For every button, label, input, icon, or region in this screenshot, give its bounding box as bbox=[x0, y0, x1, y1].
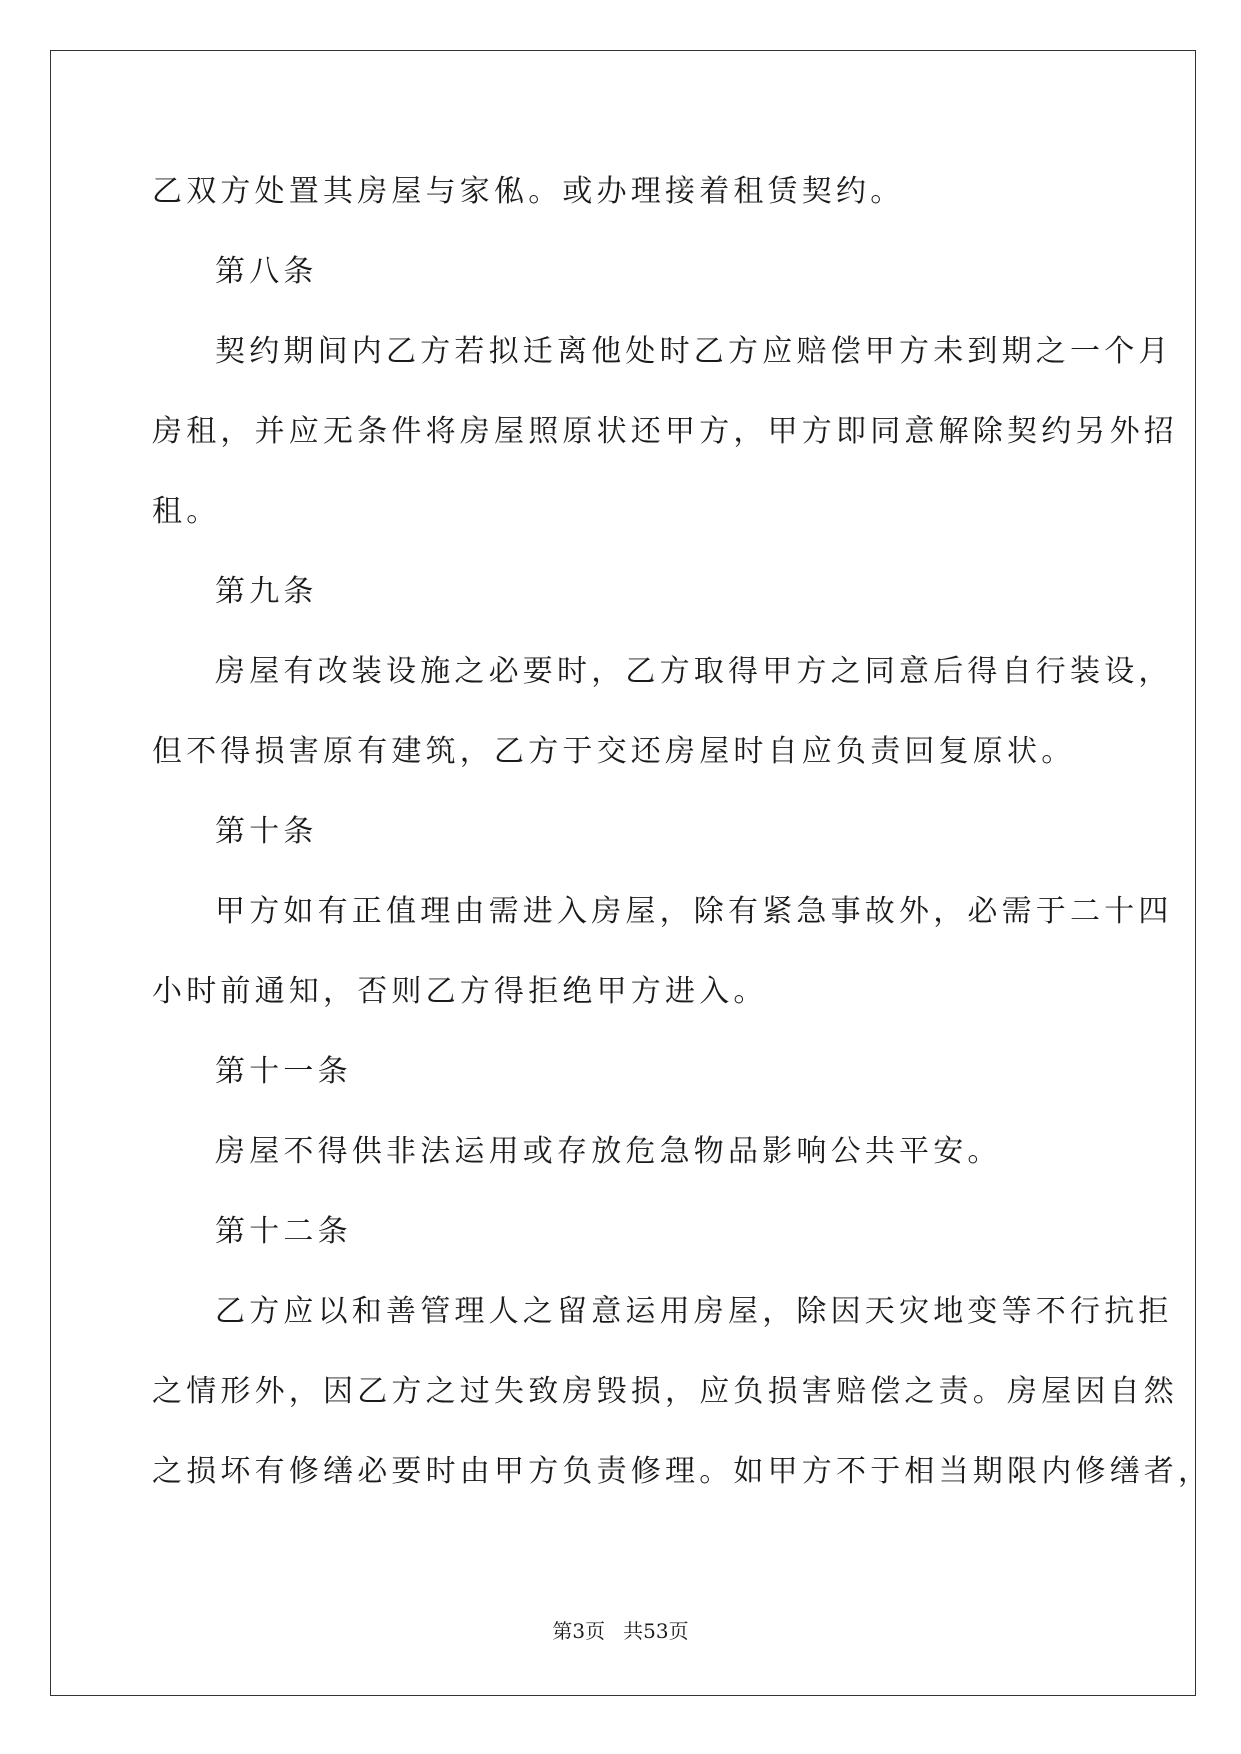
text-line: 契约期间内乙方若拟迁离他处时乙方应赔偿甲方未到期之一个月 bbox=[215, 334, 1173, 369]
article-heading: 第九条 bbox=[215, 574, 318, 609]
text-line: 甲方如有正值理由需进入房屋，除有紧急事故外，必需于二十四 bbox=[215, 894, 1173, 929]
article-heading: 第八条 bbox=[215, 254, 318, 289]
page-border bbox=[50, 50, 1196, 1696]
page-footer bbox=[0, 1618, 1241, 1644]
text-line: 之情形外，因乙方之过失致房毁损，应负损害赔偿之责。房屋因自然 bbox=[152, 1374, 1178, 1409]
article-heading: 第十一条 bbox=[215, 1054, 352, 1089]
text-line: 但不得损害原有建筑，乙方于交还房屋时自应负责回复原状。 bbox=[152, 734, 1076, 769]
article-heading: 第十二条 bbox=[215, 1214, 352, 1249]
text-line: 乙方应以和善管理人之留意运用房屋，除因天灾地变等不行抗拒 bbox=[215, 1294, 1173, 1329]
text-line: 房租，并应无条件将房屋照原状还甲方，甲方即同意解除契约另外招 bbox=[152, 414, 1178, 449]
article-heading: 第十条 bbox=[215, 814, 318, 849]
text-line: 乙双方处置其房屋与家俬。或办理接着租赁契约。 bbox=[152, 174, 905, 209]
page-number: 第3页 bbox=[552, 1619, 606, 1643]
page-total: 共53页 bbox=[623, 1619, 689, 1643]
text-line: 租。 bbox=[152, 494, 221, 529]
text-line: 房屋不得供非法运用或存放危急物品影响公共平安。 bbox=[215, 1134, 1002, 1169]
text-line: 小时前通知，否则乙方得拒绝甲方进入。 bbox=[152, 974, 768, 1009]
text-line: 房屋有改装设施之必要时，乙方取得甲方之同意后得自行装设， bbox=[215, 654, 1173, 689]
text-line: 之损坏有修缮必要时由甲方负责修理。如甲方不于相当期限内修缮者， bbox=[152, 1454, 1213, 1489]
